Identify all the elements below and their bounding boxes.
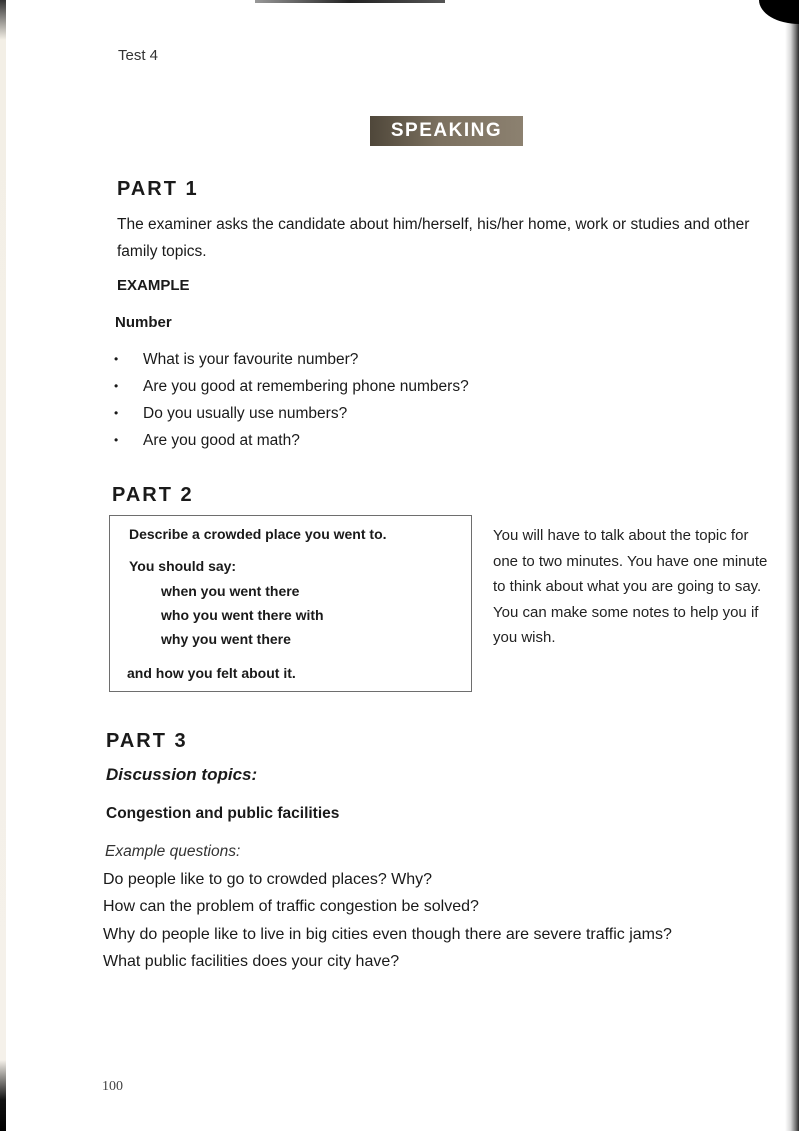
bullet-icon: • (114, 379, 119, 393)
list-item (114, 400, 469, 427)
bullet-icon: • (114, 433, 119, 447)
list-item: How can the problem of traffic congestion be solved? (103, 898, 479, 916)
cue-card-prompt: why you went there (161, 631, 291, 647)
part2-title: PART 2 (112, 484, 194, 506)
list-item: Do people like to go to crowded places? Why? (103, 871, 433, 888)
scan-corner (759, 0, 799, 24)
list-item: Why do people like to live in big cities even though there are severe traffic jams? (103, 925, 672, 943)
cue-card-should-say: You should say: (129, 558, 237, 574)
part1-title: PART 1 (117, 178, 199, 200)
cue-card (109, 515, 472, 692)
list-item (114, 346, 469, 373)
example-questions-label: Example questions: (105, 843, 241, 860)
cue-card-prompt: who you went there with (161, 607, 324, 623)
question-text: Are you good at remembering phone numbers? (143, 378, 469, 395)
bullet-icon: • (114, 352, 119, 366)
page-number: 100 (102, 1079, 123, 1094)
scan-edge-right (785, 0, 799, 1131)
section-banner: SPEAKING (370, 116, 523, 146)
question-text: Are you good at math? (143, 432, 300, 449)
list-item (114, 427, 469, 454)
list-item (114, 373, 469, 400)
part1-example-label: EXAMPLE (117, 277, 190, 294)
cue-card-task: Describe a crowded place you went to. (129, 526, 387, 542)
part3-question-list (103, 866, 672, 975)
question-text: What is your favourite number? (143, 351, 359, 368)
part1-question-list (114, 346, 469, 454)
scan-edge-left (0, 0, 6, 1131)
cue-card-prompt: when you went there (161, 583, 300, 599)
part1-intro: The examiner asks the candidate about him/herself, his/her home, work or studies and other family topics. (117, 216, 750, 260)
question-text: Do you usually use numbers? (143, 405, 348, 422)
part3-title: PART 3 (106, 730, 188, 752)
discussion-topic: Congestion and public facilities (106, 805, 340, 822)
part1-topic: Number (115, 314, 172, 331)
cue-card-closing: and how you felt about it. (127, 665, 296, 681)
bullet-icon: • (114, 406, 119, 420)
list-item: What public facilities does your city have? (103, 952, 400, 970)
scan-edge-top (255, 0, 445, 3)
part2-instructions: You will have to talk about the topic for one to two minutes. You have one minute to think about what you are going to say. You can make some notes to help you if you wish. (493, 527, 768, 646)
discussion-label: Discussion topics: (106, 765, 258, 784)
test-label: Test 4 (118, 47, 159, 64)
